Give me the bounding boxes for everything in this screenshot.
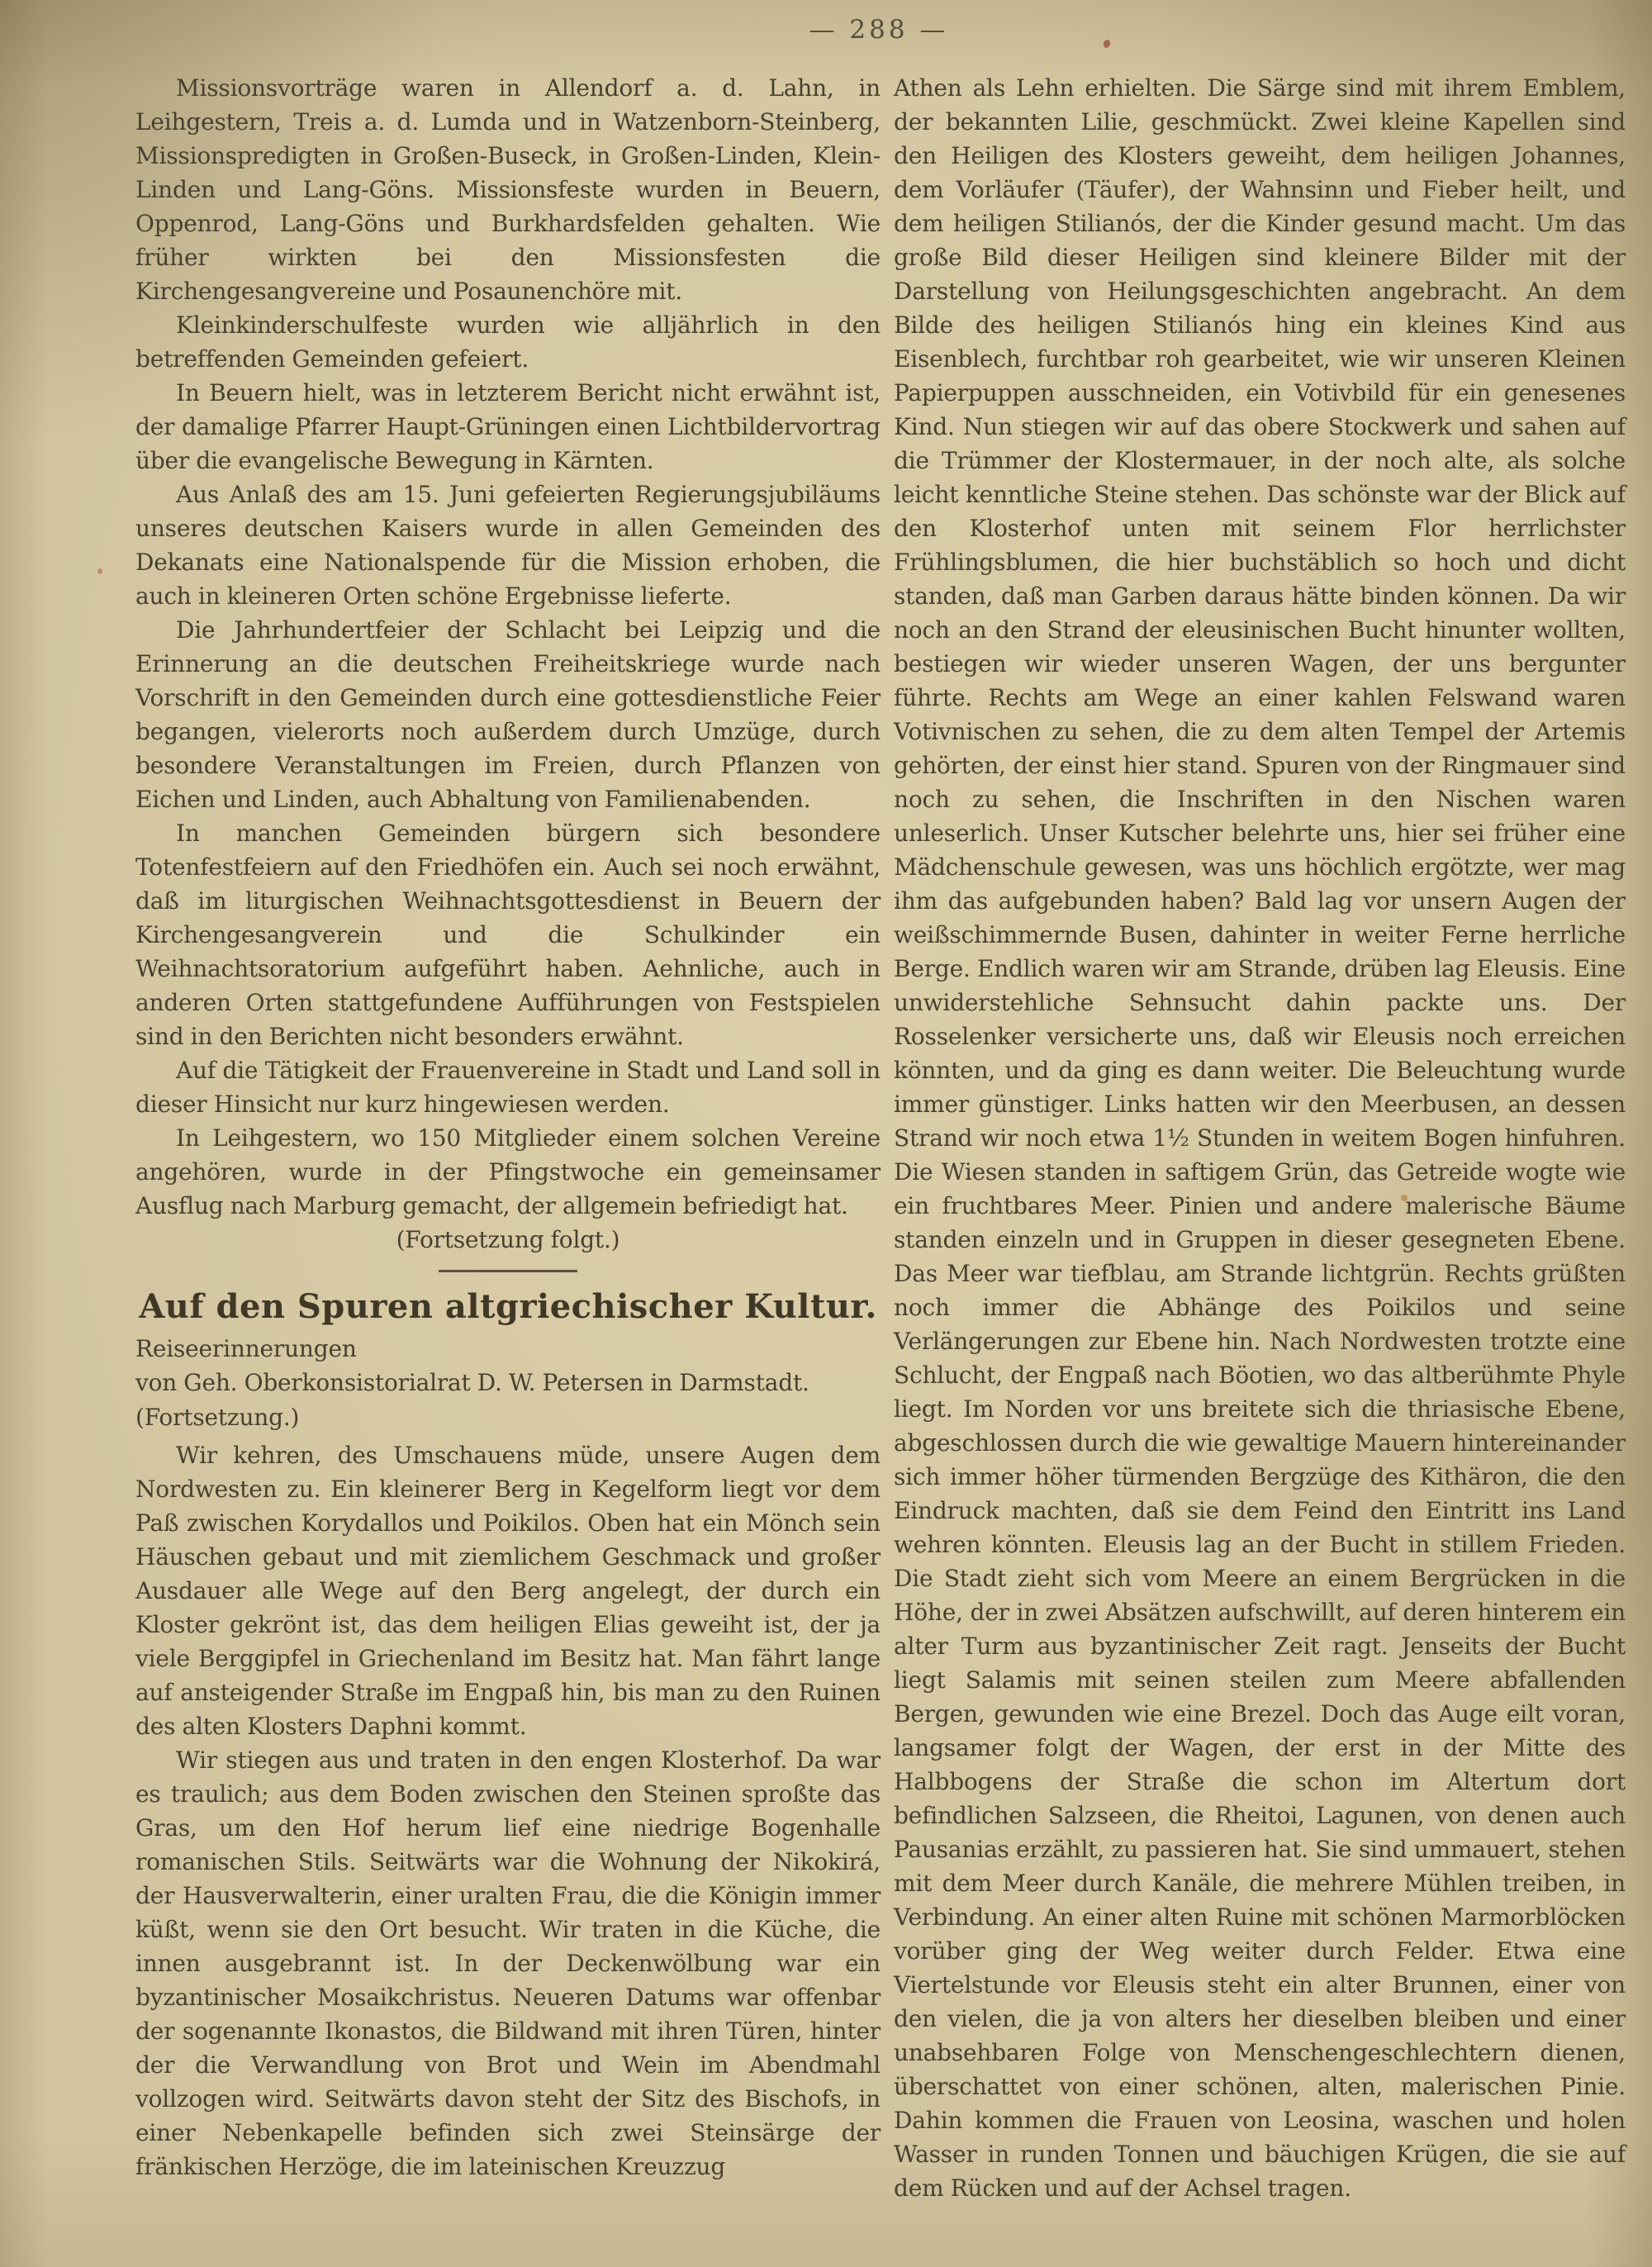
article-subtitle: Reiseerinnerungen [135, 1335, 357, 1362]
paragraph-continuation: Athen als Lehn erhielten. Die Särge sind mit ihrem Emblem, der bekannten Lilie, geschmückt. Zwei kleine Kapellen sind den Heiligen des Klosters geweiht, dem heiligen Johannes, dem Vorläufer (Täufer), der Wahnsinn und Fieber heilt, und dem heiligen Stilianós, der die Kinder gesund macht. Um das große Bild dieser Heiligen sind kleinere Bilder mit der Darstellung von Heilungsgeschichten angebracht. An dem Bilde des heiligen Stilianós hing ein kleines Kind aus Eisenblech, furchtbar roh gearbeitet, wie wir unseren Kleinen Papierpuppen ausschneiden, ein Votivbild für ein genesenes Kind. Nun stiegen wir auf das obere Stockwerk und sahen auf die Trümmer der Klostermauer, in der noch alte, als solche leicht kenntliche Steine stehen. Das schönste war der Blick auf den Klosterhof unten mit seinem Flor herrlichster Frühlingsblumen, die hier buchstäblich so hoch und dicht standen, daß man Garben daraus hätte binden können. Da wir noch an den Strand der eleusinischen Bucht hinunter wollten, bestiegen wir wieder unseren Wagen, der uns bergunter führte. Rechts am Wege an einer kahlen Felswand waren Votivnischen zu sehen, die zu dem alten Tempel der Artemis gehörten, der einst hier stand. Spuren von der Ringmauer sind noch zu sehen, die Inschriften in den Nischen waren unleserlich. Unser Kutscher belehrte uns, hier sei früher eine Mädchenschule gewesen, was uns höchlich ergötzte, wer mag ihm das aufgebunden haben? Bald lag vor unsern Augen der weißschimmernde Busen, dahinter in weiter Ferne herrliche Berge. Endlich waren wir am Strande, drüben lag Eleusis. Eine unwiderstehliche Sehnsucht dahin packte uns. Der Rosselenker versicherte uns, daß wir Eleusis noch erreichen könnten, und da ging es dann weiter. Die Beleuchtung wurde immer günstiger. Links hatten wir den Meerbusen, an dessen Strand wir noch etwa 1½ Stunden in weitem Bogen hinfuhren. Die Wiesen standen in saftigem Grün, das Getreide wogte wie ein fruchtbares Meer. Pinien und andere malerische Bäume standen einzeln und in Gruppen in dieser gesegneten Ebene. Das Meer war tiefblau, am Strande lichtgrün. Rechts grüßten noch immer die Abhänge des Poikilos und seine Verlängerungen zur Ebene hin. Nach Nordwesten trotzte eine Schlucht, der Engpaß nach Böotien, wo das altberühmte Phyle liegt. Im Norden vor uns breitete sich die thriasische Ebene, abgeschlossen durch die wie gewaltige Mauern hintereinander sich immer höher türmenden Bergzüge des Kithäron, die den Eindruck machten, daß sie dem Feind den Eintritt ins Land wehren könnten. Eleusis lag an der Bucht in stillem Frieden. Die Stadt zieht sich vom Meere an einem Bergrücken in die Höhe, der in zwei Absätzen aufschwillt, auf deren hinterem ein alter Turm aus byzantinischer Zeit ragt. Jenseits der Bucht liegt Salamis mit seinen steilen zum Meere abfallenden Bergen, gewunden wie eine Brezel. Doch das Auge eilt voran, langsamer folgt der Wagen, der erst in der Mitte des Halbbogens der Straße die schon im Altertum dort befindlichen Salzseen, die Rheitoi, Lagunen, von denen auch Pausanias erzählt, zu passieren hat. Sie sind ummauert, stehen mit dem Meer durch Kanäle, die mehrere Mühlen treiben, in Verbindung. An einer alten Ruine mit schönen Marmorblöcken vorüber ging der Weg weiter durch Felder. Etwa eine Viertelstunde vor Eleusis steht ein alter Brunnen, einer von den vielen, die ja von alters her dieselben bleiben und einer unabsehbaren Folge von Menschengeschlechtern dienen, überschattet von einer schönen, alten, malerischen Pinie. Dahin kommen die Frauen von Leosina, waschen und holen Wasser in runden Tonnen und bäuchigen Krügen, die sie auf dem Rücken und auf der Achsel tragen. [894, 74, 1626, 2202]
paragraph: Die Jahrhundertfeier der Schlacht bei Leipzig und die Erinnerung an die deutschen Freiheitskriege wurde nach Vorschrift in den Gemeinden durch eine gottesdienstliche Feier begangen, vielerorts noch außerdem durch Umzüge, durch besondere Veranstaltungen im Freien, durch Pflanzen von Eichen und Linden, auch Abhaltung von Familienabenden. [135, 616, 881, 813]
two-column-layout [135, 71, 1626, 2205]
paper-speck [97, 568, 102, 574]
paragraph: Auf die Tätigkeit der Frauenvereine in Stadt und Land soll in dieser Hinsicht nur kurz hingewiesen werden. [135, 1057, 881, 1118]
left-column [135, 71, 881, 2205]
article-title: Auf den Spuren altgriechischer Kultur. [139, 1287, 877, 1326]
paragraph: Missionsvorträge waren in Allendorf a. d. Lahn, in Leihgestern, Treis a. d. Lumda und in Watzenborn-Steinberg, Missionspredigten in Großen-Buseck, in Großen-Linden, Klein-Linden und Lang-Göns. Missionsfeste wurden in Beuern, Oppenrod, Lang-Göns und Burkhardsfelden gehalten. Wie früher wirkten bei den Missionsfesten die Kirchengesangvereine und Posaunenchöre mit. [135, 74, 881, 305]
paragraph: Wir kehren, des Umschauens müde, unsere Augen dem Nordwesten zu. Ein kleinerer Berg in Kegelform liegt vor dem Paß zwischen Korydallos und Poikilos. Oben hat ein Mönch sein Häuschen gebaut und mit ziemlichem Geschmack und großer Ausdauer alle Wege auf den Berg angelegt, der durch ein Kloster gekrönt ist, das dem heiligen Elias geweiht ist, der ja viele Berggipfel in Griechenland im Besitz hat. Man fährt lange auf ansteigender Straße im Engpaß hin, bis man zu den Ruinen des alten Klosters Daphni kommt. [135, 1442, 881, 1740]
paragraph: In Beuern hielt, was in letzterem Bericht nicht erwähnt ist, der damalige Pfarrer Haupt-Grüningen einen Lichtbildervortrag über die evangelische Bewegung in Kärnten. [135, 379, 881, 474]
paragraph: Wir stiegen aus und traten in den engen Klosterhof. Da war es traulich; aus dem Boden zwischen den Steinen sproßte das Gras, um den Hof herum lief eine niedrige Bogenhalle romanischen Stils. Seitwärts war die Wohnung der Nikokirá, der Hausverwalterin, einer uralten Frau, die die Königin immer küßt, wenn sie den Ort besucht. Wir traten in die Küche, die innen ausgebrannt ist. In der Deckenwölbung war ein byzantinischer Mosaikchristus. Neueren Datums war offenbar der sogenannte Ikonastos, die Bildwand mit ihren Türen, hinter der die Verwandlung von Brot und Wein im Abendmahl vollzogen wird. Seitwärts davon steht der Sitz des Bischofs, in einer Nebenkapelle befinden sich zwei Steinsärge der fränkischen Herzöge, die im lateinischen Kreuzzug [135, 1747, 881, 2180]
continuation-notice: (Fortsetzung folgt.) [396, 1226, 620, 1253]
paragraph: Aus Anlaß des am 15. Juni gefeierten Regierungsjubiläums unseres deutschen Kaisers wurde in allen Gemeinden des Dekanats eine Nationalspende für die Mission erhoben, die auch in kleineren Orten schöne Ergebnisse lieferte. [135, 481, 881, 610]
page-number: — 288 — [809, 15, 949, 45]
section-divider [439, 1270, 577, 1272]
paragraph: In Leihgestern, wo 150 Mitglieder einem solchen Vereine angehören, wurde in der Pfingstwoche ein gemeinsamer Ausflug nach Marburg gemacht, der allgemein befriedigt hat. [135, 1124, 881, 1219]
paragraph: In manchen Gemeinden bürgern sich besondere Totenfestfeiern auf den Friedhöfen ein. Auch sei noch erwähnt, daß im liturgischen Weihnachtsgottesdienst in Beuern der Kirchengesangverein und die Schulkinder ein Weihnachtsoratorium aufgeführt haben. Aehnliche, auch in anderen Orten stattgefundene Aufführungen von Festspielen sind in den Berichten nicht besonders erwähnt. [135, 820, 881, 1050]
right-column [894, 71, 1626, 2205]
paragraph: Kleinkinderschulfeste wurden wie alljährlich in den betreffenden Gemeinden gefeiert. [135, 311, 881, 373]
article-byline: von Geh. Oberkonsistorialrat D. W. Petersen in Darmstadt. [135, 1369, 809, 1396]
article-continuation-note: (Fortsetzung.) [135, 1404, 300, 1431]
page-header [135, 15, 1622, 45]
